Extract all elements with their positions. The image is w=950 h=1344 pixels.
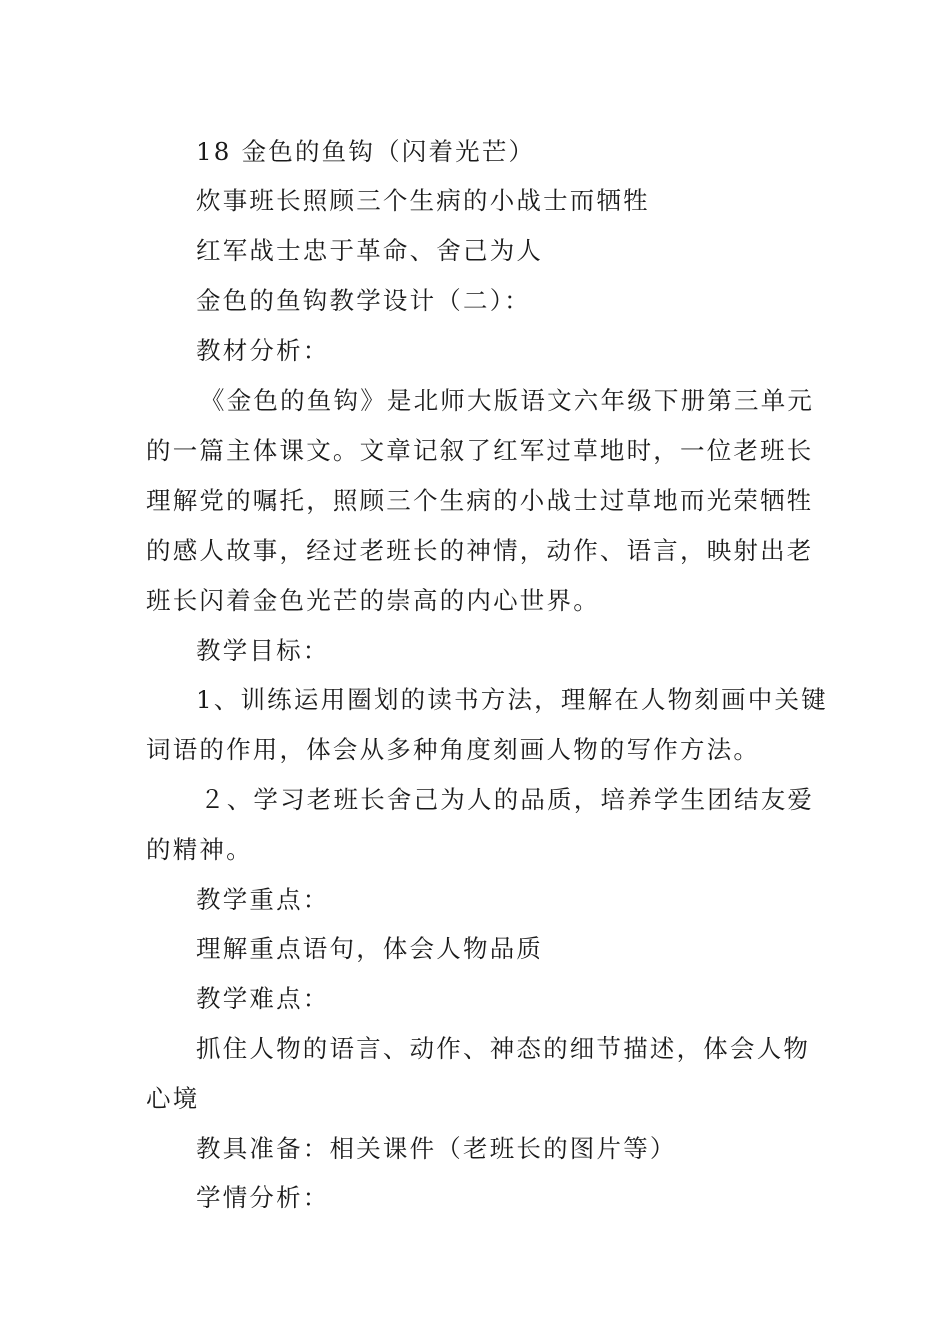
difficulties-text-line: 抓住人物的语言、动作、神态的细节描述，体会人物 — [196, 1034, 811, 1063]
design-heading: 金色的鱼钩教学设计（二）： — [196, 286, 531, 315]
theme-line: 红军战士忠于革命、舍己为人 — [196, 236, 544, 265]
analysis-paragraph-line: 的一篇主体课文。文章记叙了红军过草地时，一位老班长 — [146, 436, 814, 465]
key-points-text: 理解重点语句，体会人物品质 — [196, 934, 544, 963]
section-heading-difficulties: 教学难点： — [196, 984, 330, 1013]
section-heading-key-points: 教学重点： — [196, 885, 330, 914]
analysis-paragraph-line: 理解党的嘱托，照顾三个生病的小战士过草地而光荣牺牲 — [146, 486, 814, 515]
section-heading-student-analysis: 学情分析： — [196, 1183, 330, 1212]
teaching-tools: 教具准备：相关课件（老班长的图片等） — [196, 1134, 677, 1163]
section-heading-goals: 教学目标： — [196, 636, 330, 665]
goal-item-1-line: 1、训练运用圈划的读书方法，理解在人物刻画中关键 — [196, 685, 828, 714]
goal-item-2-line: 的精神。 — [146, 835, 253, 864]
lesson-title: 18 金色的鱼钩（闪着光芒） — [196, 137, 536, 166]
analysis-paragraph-line: 班长闪着金色光芒的崇高的内心世界。 — [146, 586, 600, 615]
goal-item-2-line: ２、学习老班长舍己为人的品质，培养学生团结友爱 — [200, 785, 815, 814]
section-heading-analysis: 教材分析： — [196, 336, 330, 365]
goal-item-1-line: 词语的作用，体会从多种角度刻画人物的写作方法。 — [146, 735, 761, 764]
analysis-paragraph-line: 《金色的鱼钩》是北师大版语文六年级下册第三单元 — [200, 386, 815, 415]
analysis-paragraph-line: 的感人故事，经过老班长的神情，动作、语言，映射出老 — [146, 536, 814, 565]
difficulties-text-line: 心境 — [146, 1084, 200, 1113]
summary-line: 炊事班长照顾三个生病的小战士而牺牲 — [196, 186, 650, 215]
